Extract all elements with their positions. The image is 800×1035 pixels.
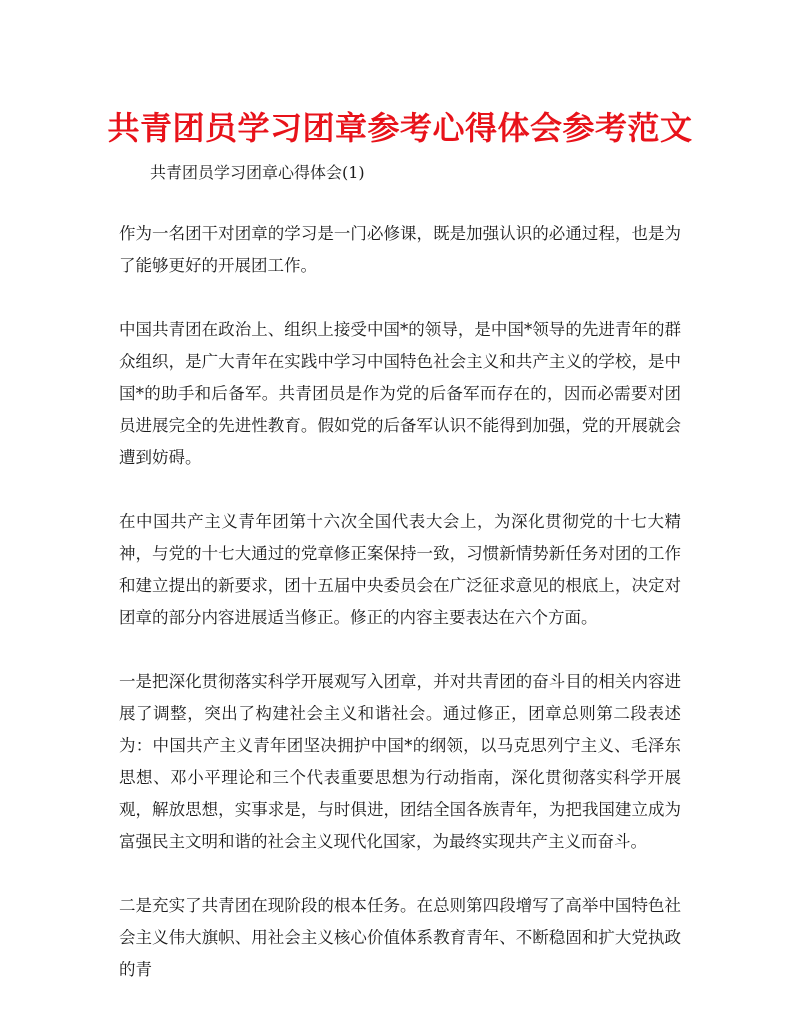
paragraph-2: 中国共青团在政治上、组织上接受中国*的领导，是中国*领导的先进青年的群众组织，是广大青年在实践中学习中国特色社会主义和共产主义的学校，是中国*的助手和后备军。共青团员是作为党的后备军而存在的，因而必需要对团员进展完全的先进性教育。假如党的后备军认识不能得到加强，党的开展就会遭到妨碍。 [119, 320, 681, 467]
paragraph-1: 作为一名团干对团章的学习是一门必修课，既是加强认识的必通过程，也是为了能够更好的开展团工作。 [119, 224, 681, 275]
paragraph-3: 在中国共产主义青年团第十六次全国代表大会上，为深化贯彻党的十七大精神，与党的十七大通过的党章修正案保持一致，习惯新情势新任务对团的工作和建立提出的新要求，团十五届中央委员会在广泛征求意见的根底上，决定对团章的部分内容进展适当修正。修正的内容主要表达在六个方面。 [119, 512, 681, 627]
document-body [119, 218, 681, 1018]
document-subtitle: 共青团员学习团章心得体会(1) [150, 163, 365, 182]
paragraph-5: 二是充实了共青团在现阶段的根本任务。在总则第四段增写了高举中国特色社会主义伟大旗帜、用社会主义核心价值体系教育青年、不断稳固和扩大党执政的青 [119, 896, 681, 979]
paragraph-4: 一是把深化贯彻落实科学开展观写入团章，并对共青团的奋斗目的相关内容进展了调整，突出了构建社会主义和谐社会。通过修正，团章总则第二段表述为：中国共产主义青年团坚决拥护中国*的纲领，以马克思列宁主义、毛泽东思想、邓小平理论和三个代表重要思想为行动指南，深化贯彻落实科学开展观，解放思想，实事求是，与时俱进，团结全国各族青年，为把我国建立成为富强民主文明和谐的社会主义现代化国家，为最终实现共产主义而奋斗。 [119, 672, 681, 851]
document-title: 共青团员学习团章参考心得体会参考范文 [107, 109, 693, 147]
